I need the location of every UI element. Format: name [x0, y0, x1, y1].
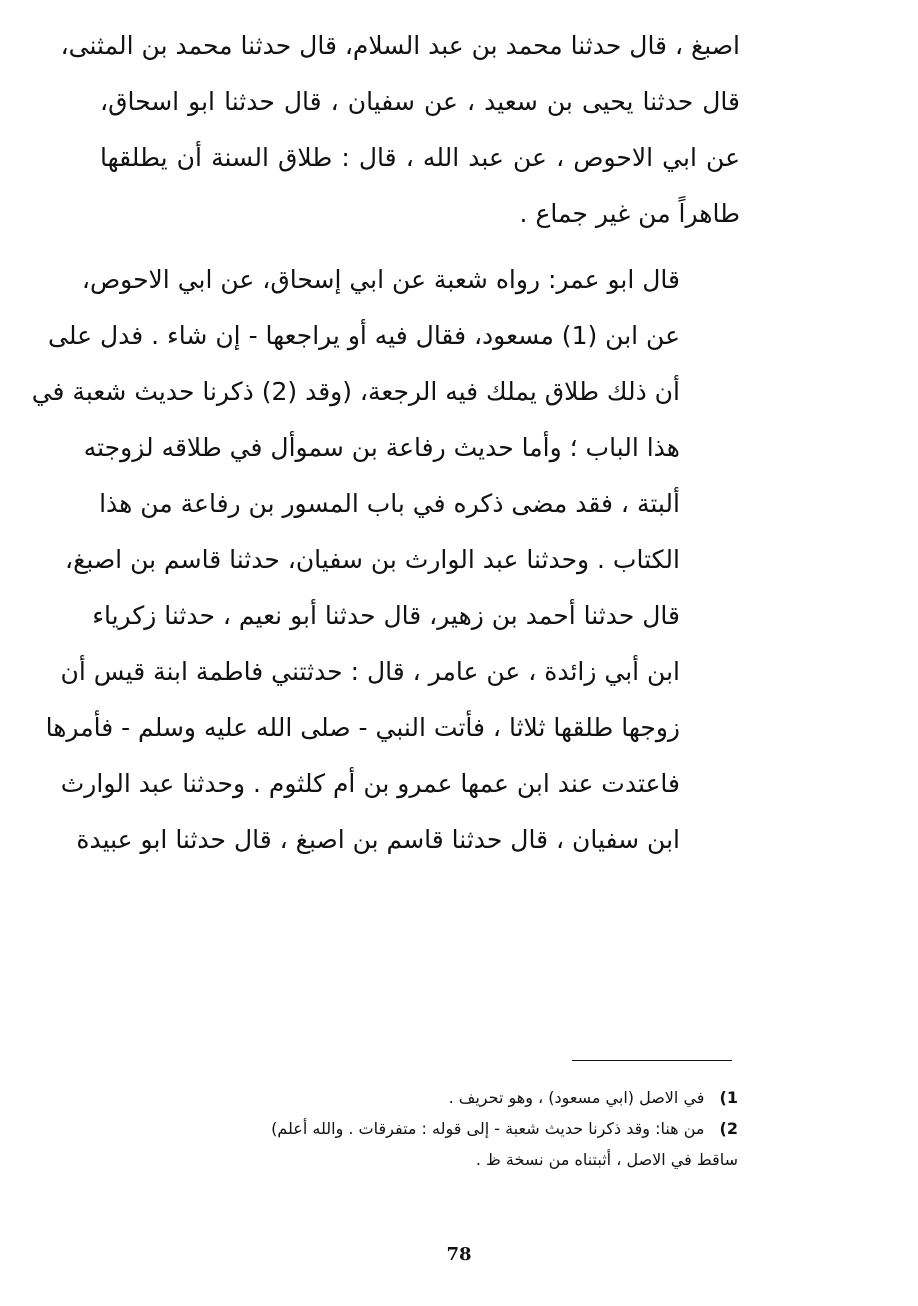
text-line: قال ابو عمر: رواه شعبة عن ابي إسحاق، عن ابي الاحوص،: [81, 265, 680, 294]
text-line: طاهراً من غير جماع .: [519, 199, 740, 228]
main-text-paragraph-2: [31, 252, 740, 868]
text-line: ألبتة ، فقد مضى ذكره في باب المسور بن رفاعة من هذا: [99, 489, 680, 518]
text-line: عن ابن (1) مسعود، فقال فيه أو يراجعها - إن شاء . فدل على: [48, 321, 680, 350]
text-line: عن ابي الاحوص ، عن عبد الله ، قال : طلاق السنة أن يطلقها: [100, 143, 740, 172]
footnote-2-continuation: ساقط في الاصل ، أثبتناه من نسخة ظ .: [475, 1150, 738, 1169]
text-line: الكتاب . وحدثنا عبد الوارث بن سفيان، حدثنا قاسم بن اصبغ،: [65, 545, 680, 574]
footnote-1: [98, 1082, 738, 1113]
text-line: زوجها طلقها ثلاثا ، فأتت النبي - صلى الله عليه وسلم - فأمرها: [45, 713, 680, 742]
footnote-divider: [572, 1060, 732, 1061]
footnote-2-text: من هنا: وقد ذكرنا حديث شعبة - إلى قوله : متفرقات . والله أعلم): [271, 1119, 705, 1138]
text-line: ابن أبي زائدة ، عن عامر ، قال : حدثتني فاطمة ابنة قيس أن: [60, 657, 680, 686]
text-line: ابن سفيان ، قال حدثنا قاسم بن اصبغ ، قال حدثنا ابو عبيدة: [76, 825, 680, 854]
footnotes: [98, 1082, 738, 1175]
text-line: اصبغ ، قال حدثنا محمد بن عبد السلام، قال حدثنا محمد بن المثنى،: [60, 31, 740, 60]
text-line: أن ذلك طلاق يملك فيه الرجعة، (وقد (2) ذكرنا حديث شعبة في: [31, 377, 680, 406]
main-text-paragraph-1: [60, 18, 740, 242]
footnote-2: [98, 1113, 738, 1144]
footnote-2-number: 2): [719, 1119, 738, 1138]
footnote-1-number: 1): [719, 1088, 738, 1107]
text-line: هذا الباب ؛ وأما حديث رفاعة بن سموأل في طلاقه لزوجته: [83, 433, 680, 462]
footnote-1-text: في الاصل (ابي مسعود) ، وهو تحريف .: [448, 1088, 705, 1107]
text-line: فاعتدت عند ابن عمها عمرو بن أم كلثوم . وحدثنا عبد الوارث: [60, 769, 680, 798]
page-number: 78: [446, 1244, 472, 1265]
text-line: قال حدثنا أحمد بن زهير، قال حدثنا أبو نعيم ، حدثنا زكرياء: [92, 601, 680, 630]
text-line: قال حدثنا يحيى بن سعيد ، عن سفيان ، قال حدثنا ابو اسحاق،: [100, 87, 740, 116]
